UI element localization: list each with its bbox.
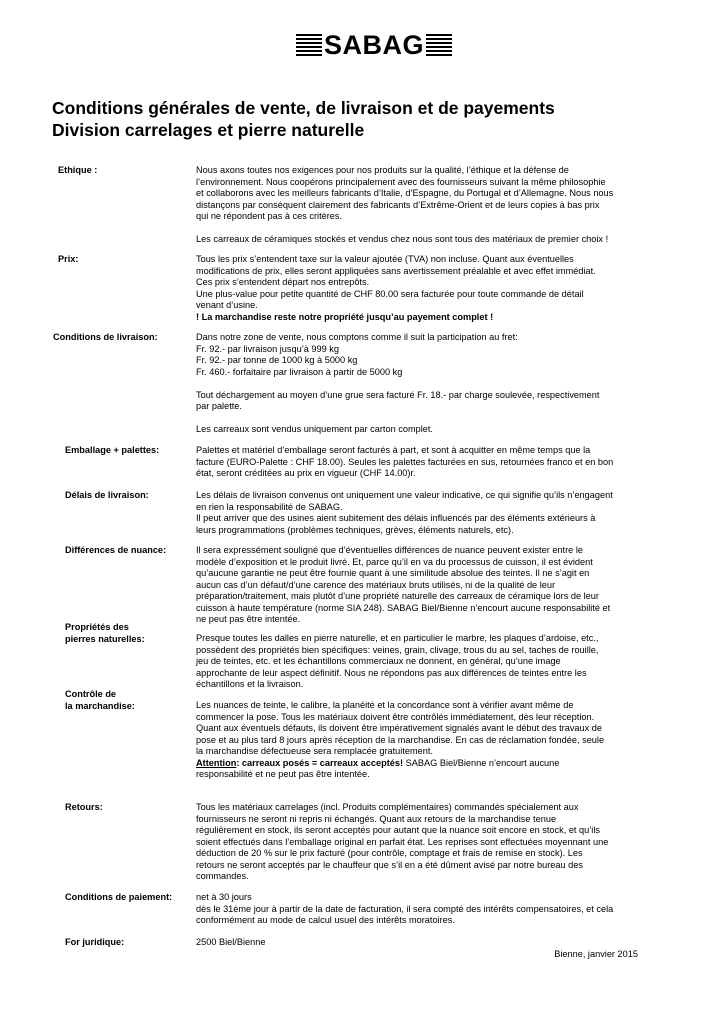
controle-attention-paragraph xyxy=(196,758,644,781)
livraison-body xyxy=(196,332,644,436)
livraison-paragraph: Tout déchargement au moyen d’une grue sera facturé Fr. 18.- par charge soulevée, respectivement par palette. xyxy=(196,389,600,411)
emballage-body xyxy=(196,445,644,480)
title-line-1: Conditions générales de vente, de livraison et de payements xyxy=(52,98,555,118)
controle-paragraph: Les nuances de teinte, le calibre, la planéité et la concordance sont à vérifier avant même de commencer la pose. Tous les matériaux doivent être contrôlés immédiatement, dès leur réception. Quant aux éventuels défauts, ils doivent être impérativement signalés avant le début des travaux de pose et au plus tard 8 jours après réception de la marchandise. En cas de réclamation fondée, seule la marchandise défectueuse sera remplacée gratuitement. xyxy=(196,700,605,756)
logo-bars-right-icon xyxy=(426,34,452,56)
ethique-label: Ethique : xyxy=(58,165,98,175)
attention-label: Attention xyxy=(196,757,237,768)
controle-responsibility-text: SABAG Biel/Bienne n’encourt aucune responsabilité et ne peut pas être intentée. xyxy=(196,757,560,779)
retours-paragraph: Tous les matériaux carrelages (incl. Produits complémentaires) commandés spécialement aux fournisseurs ne seront ni repris ni échangés. Quant aux retours de la marchandise tenue régulièrement en stock, ils seront acceptés pour autant que la nuance soit encore en stock, et qu’ils soient effectués dans l’emballage original en parfait état. Les reprises sont effectuées moyennant une déduction de 20 % sur le prix facturé (pour contrôle, comptage et frais de remise en stock). Les retours ne seront acceptés par le chauffeur que s’il en a été dûment avisé par notre bureau des commandes. xyxy=(196,802,609,881)
livraison-paragraph: Dans notre zone de vente, nous comptons comme il suit la participation au fret: Fr. 92.- par livraison jusqu’à 999 kg Fr. 92.- par tonne de 1000 kg à 5000 kg Fr. 460.- forfaitaire par livraison à partir de 5000 kg xyxy=(196,332,518,377)
ethique-paragraph: Nous axons toutes nos exigences pour nos produits sur la qualité, l’éthique et la défense de l’environnement. Nous coopérons principalement avec des fournisseurs suivant la même philosophie et collaborons avec les meilleurs fabricants d’Italie, d’Espagne, du Portugal et d’Allemagne. Nous nous distançons par conséquent clairement des fabricants d’Extrême-Orient et de leurs copies à bas prix qui ne répondent pas à ces critères. xyxy=(196,165,614,221)
delais-paragraph: Les délais de livraison convenus ont uniquement une valeur indicative, ce qui signifie qu’ils n’engagent en rien la responsabilité de SABAG. Il peut arriver que des usines aient subitement des délais influencés par des éléments extérieurs à leurs programmations (problèmes techniques, grèves, éléments naturels, etc). xyxy=(196,490,613,535)
pierres-label: Propriétés des pierres naturelles: xyxy=(65,622,145,644)
page-title xyxy=(52,97,555,141)
paiement-body xyxy=(196,892,644,927)
juridique-label: For juridique: xyxy=(65,937,125,947)
livraison-label: Conditions de livraison: xyxy=(53,332,158,342)
title-line-2: Division carrelages et pierre naturelle xyxy=(52,120,365,140)
logo-text: SABAG xyxy=(324,30,425,60)
paiement-paragraph: net à 30 jours dès le 31ème jour à partir de la date de facturation, il sera compté des intérêts compensatoires, et cela conformément au mode de calcul usuel des intérêts moratoires. xyxy=(196,892,614,925)
ethique-paragraph: Les carreaux de céramiques stockés et vendus chez nous sont tous des matériaux de premier choix ! xyxy=(196,234,609,244)
prix-paragraph: Tous les prix s’entendent taxe sur la valeur ajoutée (TVA) non incluse. Quant aux éventuelles modifications de prix, elles seront appliquées sans avertissement préalable et avec effet immédiat. Ces prix s’entendent départ nos entrepôts. Une plus-value pour petite quantité de CHF 80.00 sera facturée pour toute commande de détail venant d’usine. xyxy=(196,254,596,310)
pierres-body xyxy=(196,633,644,691)
pierres-paragraph: Presque toutes les dalles en pierre naturelle, et en particulier le marbre, les plaques d’ardoise, etc., possèdent des propriétés bien spécifiques: veines, grain, clivage, trous du au sel, taches de rouille, jeu de teintes, etc. et les échantillons commerciaux ne donnent, en général, qu’une image approchante de leur aspect définitif. Nous ne répondons pas aux différences de teintes entre les échantillons et la livraison. xyxy=(196,633,599,689)
emballage-label: Emballage + palettes: xyxy=(65,445,160,455)
prix-ownership-notice: ! La marchandise reste notre propriété jusqu’au payement complet ! xyxy=(196,311,494,322)
delais-body xyxy=(196,490,644,536)
livraison-paragraph: Les carreaux sont vendus uniquement par carton complet. xyxy=(196,424,433,434)
prix-label: Prix: xyxy=(58,254,79,264)
juridique-body xyxy=(196,937,644,949)
emballage-paragraph: Palettes et matériel d’emballage seront facturés à part, et sont à acquitter en même temps que la facture (EURO-Palette : CHF 18.00). Seules les palettes facturées en sus, retournées franco et en bon état, seront créditées au prix en vigueur (CHF 14.00)r. xyxy=(196,445,614,478)
paiement-label: Conditions de paiement: xyxy=(65,892,173,902)
nuance-body xyxy=(196,545,644,626)
logo-bars-left-icon xyxy=(296,34,322,56)
retours-label: Retours: xyxy=(65,802,103,812)
nuance-label: Différences de nuance: xyxy=(65,545,167,555)
juridique-paragraph: 2500 Biel/Bienne xyxy=(196,937,266,947)
nuance-paragraph: Il sera expressément souligné que d’éventuelles différences de nuance peuvent exister entre le modèle d’exposition et le produit livré. Et, parce qu’il en va du processus de cuisson, il est évident qu’aucune garantie ne peut être fournie quant à une similitude absolue des teintes. Il ne s’agit en aucun cas d’un défaut/d’une carence des matériaux bruts utilisés, ni de la qualité de leur préparation/traitement, mais plutôt d’une propriété naturelle des carreaux de céramique lors de leur cuisson à haute température (norme SIA 248). SABAG Biel/Bienne n’encourt aucune responsabilité et ne peut pas être intentée. xyxy=(196,545,611,624)
prix-body xyxy=(196,254,644,323)
document-date: Bienne, janvier 2015 xyxy=(554,949,638,959)
delais-label: Délais de livraison: xyxy=(65,490,149,500)
attention-text: : carreaux posés = carreaux acceptés! xyxy=(236,757,404,768)
controle-body xyxy=(196,700,644,781)
retours-body xyxy=(196,802,644,883)
ethique-body xyxy=(196,165,644,246)
sabag-logo xyxy=(296,30,452,60)
controle-label: Contrôle de la marchandise: xyxy=(65,689,135,711)
